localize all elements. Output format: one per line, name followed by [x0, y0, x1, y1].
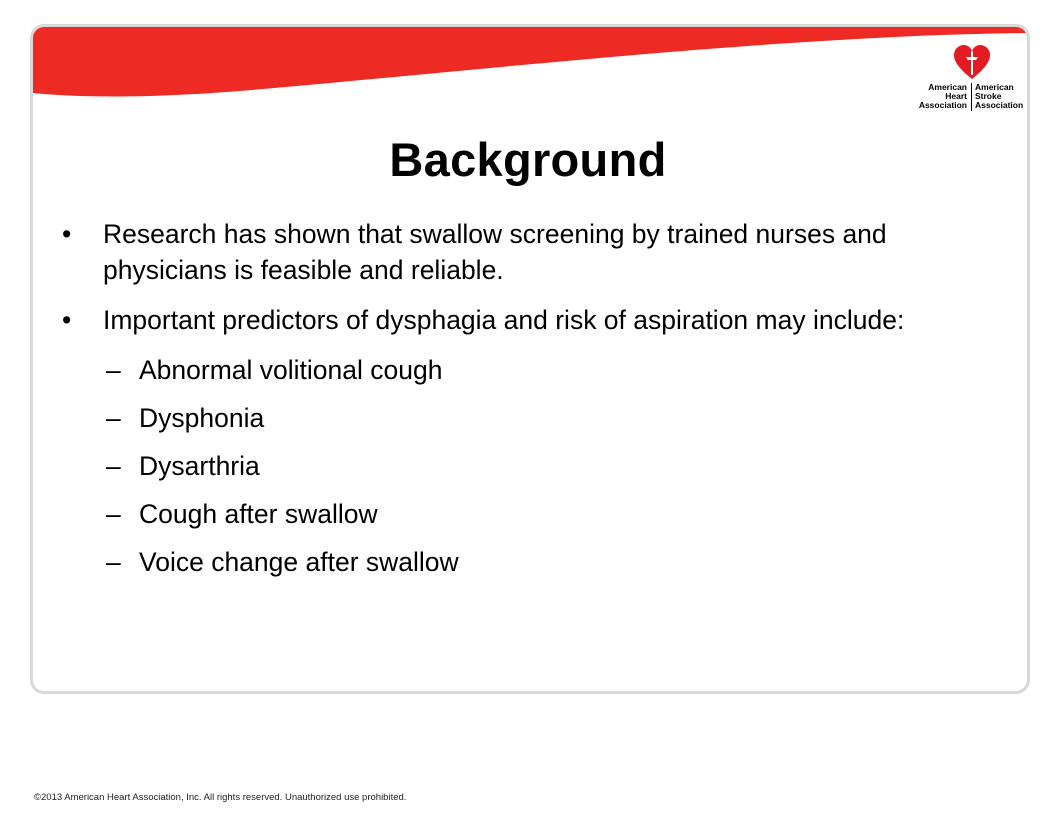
bullet-text: Research has shown that swallow screening by trained nurses and physicians is feasible and reliable.	[103, 219, 887, 285]
sub-bullet-item	[62, 496, 982, 532]
sub-bullet-text: Voice change after swallow	[139, 547, 459, 577]
sub-bullet-marker: –	[106, 547, 121, 577]
sub-bullet-marker: –	[106, 451, 121, 481]
heart-torch-icon	[952, 43, 992, 83]
sub-bullet-marker: –	[106, 403, 121, 433]
bullet-marker: •	[62, 305, 72, 335]
bullet-text: Important predictors of dysphagia and risk of aspiration may include:	[103, 305, 905, 335]
sub-bullet-item	[62, 352, 982, 388]
sub-bullet-text: Dysphonia	[139, 403, 265, 433]
sub-bullet-item	[62, 400, 982, 436]
sub-bullet-text: Dysarthria	[139, 451, 260, 481]
bullet-item	[62, 302, 982, 338]
sub-bullet-text: Cough after swallow	[139, 499, 378, 529]
aha-wordmark: American Heart Association	[918, 82, 967, 110]
asa-wordmark: American Stroke Association	[975, 82, 1024, 110]
sub-bullet-item	[62, 544, 982, 580]
red-banner	[33, 27, 1030, 147]
sub-bullet-marker: –	[106, 355, 121, 385]
sub-bullet-item	[62, 448, 982, 484]
sub-bullet-text: Abnormal volitional cough	[139, 355, 443, 385]
slide-title: Background	[389, 133, 667, 186]
slide-content	[62, 216, 982, 592]
bullet-marker: •	[62, 219, 72, 249]
aha-asa-logo	[909, 43, 1029, 129]
sub-bullet-marker: –	[106, 499, 121, 529]
logo-divider	[971, 83, 972, 111]
bullet-item	[62, 216, 982, 288]
copyright-footer: ©2013 American Heart Association, Inc. All rights reserved. Unauthorized use prohibited.	[34, 792, 407, 803]
